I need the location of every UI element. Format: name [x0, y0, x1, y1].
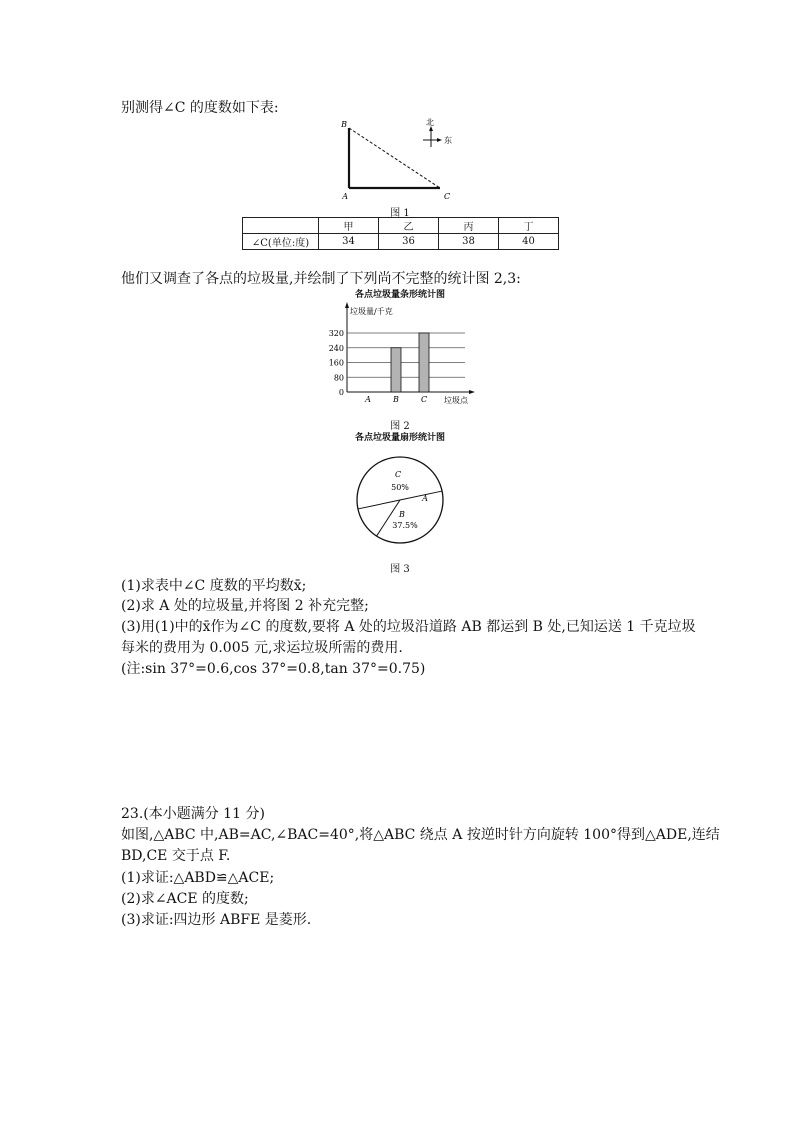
bar-chart-title: 各点垃圾量条形统计图 [354, 290, 445, 300]
question-3: (3)用(1)中的x̄作为∠C 的度数,要将 A 处的垃圾沿道路 AB 都运到 B 处,已知运送 1 千克垃圾 [121, 619, 696, 635]
problem-23-line: (2)求∠ACE 的度数; [121, 891, 249, 907]
figure-1-caption: 图 1 [390, 208, 410, 219]
pie-chart [355, 455, 445, 545]
pie-slice-label-c: C [394, 470, 402, 479]
y-tick-label: 240 [328, 343, 344, 353]
table-cell: 38 [439, 234, 499, 250]
problem-23-line: BD,CE 交于点 F. [121, 848, 231, 864]
question-1: (1)求表中∠C 度数的平均数x̄; [121, 578, 307, 594]
table-cell: 36 [379, 234, 439, 250]
problem-23-line: (1)求证:△ABD≌△ACE; [121, 870, 275, 886]
problem-23-line: (3)求证:四边形 ABFE 是菱形. [121, 912, 312, 928]
y-axis-label: 垃圾量/千克 [350, 307, 393, 316]
pie-chart-title: 各点垃圾量扇形统计图 [354, 433, 445, 443]
point-c-label: C [444, 192, 451, 201]
question-note: (注:sin 37°=0.6,cos 37°=0.8,tan 37°=0.75) [121, 661, 426, 677]
y-tick-label: 160 [328, 358, 344, 368]
angle-table [242, 217, 559, 250]
table-column-header: 乙 [379, 218, 439, 234]
table-row [243, 234, 559, 250]
figure-3-caption: 图 3 [390, 564, 410, 575]
pie-slice-value-c: 50% [391, 483, 409, 492]
table-column-header: 丁 [499, 218, 559, 234]
segment-bc-dashed [349, 128, 440, 188]
y-tick-label: 320 [328, 329, 344, 338]
pie-slice-label-a: A [422, 494, 428, 503]
question-3-continued: 每米的费用为 0.005 元,求运垃圾所需的费用. [121, 640, 403, 656]
problem-23-line: 如图,△ABC 中,AB=AC,∠BAC=40°,将△ABC 绕点 A 按逆时针方向旋转 100°得到△ADE,连结 [121, 827, 720, 843]
x-axis-label: 垃圾点 [444, 396, 468, 405]
table-column-header: 丙 [439, 218, 499, 234]
bar-b [391, 348, 401, 392]
figure-1 [340, 116, 460, 202]
point-a-label: A [342, 192, 348, 201]
compass-east-label: 东 [444, 136, 452, 145]
x-tick-label: C [420, 395, 428, 404]
figure-2-caption: 图 2 [390, 421, 410, 432]
y-tick-label: 80 [333, 373, 344, 383]
pie-slice-label-b: B [399, 510, 405, 519]
pie-slice-value-b: 37.5% [392, 521, 418, 530]
question-2: (2)求 A 处的垃圾量,并将图 2 补充完整; [121, 598, 369, 614]
table-cell: 34 [319, 234, 379, 250]
compass-icon [423, 126, 442, 147]
point-b-label: B [341, 120, 347, 129]
paragraph-2: 他们又调查了各点的垃圾量,并绘制了下列尚不完整的统计图 2,3: [121, 271, 521, 287]
bar-c [419, 333, 429, 392]
y-tick-label: 0 [338, 388, 344, 397]
compass-north-label: 北 [426, 118, 434, 127]
table-header-row [243, 218, 559, 234]
bar-chart [320, 300, 490, 408]
table-row-header: ∠C(单位:度) [243, 234, 319, 250]
table-column-header: 甲 [319, 218, 379, 234]
problem-23-heading: 23.(本小题满分 11 分) [121, 806, 265, 822]
table-corner-cell [243, 218, 319, 234]
x-tick-label: A [365, 395, 371, 404]
intro-line: 别测得∠C 的度数如下表: [121, 100, 279, 116]
table-cell: 40 [499, 234, 559, 250]
x-tick-label: B [393, 395, 399, 404]
